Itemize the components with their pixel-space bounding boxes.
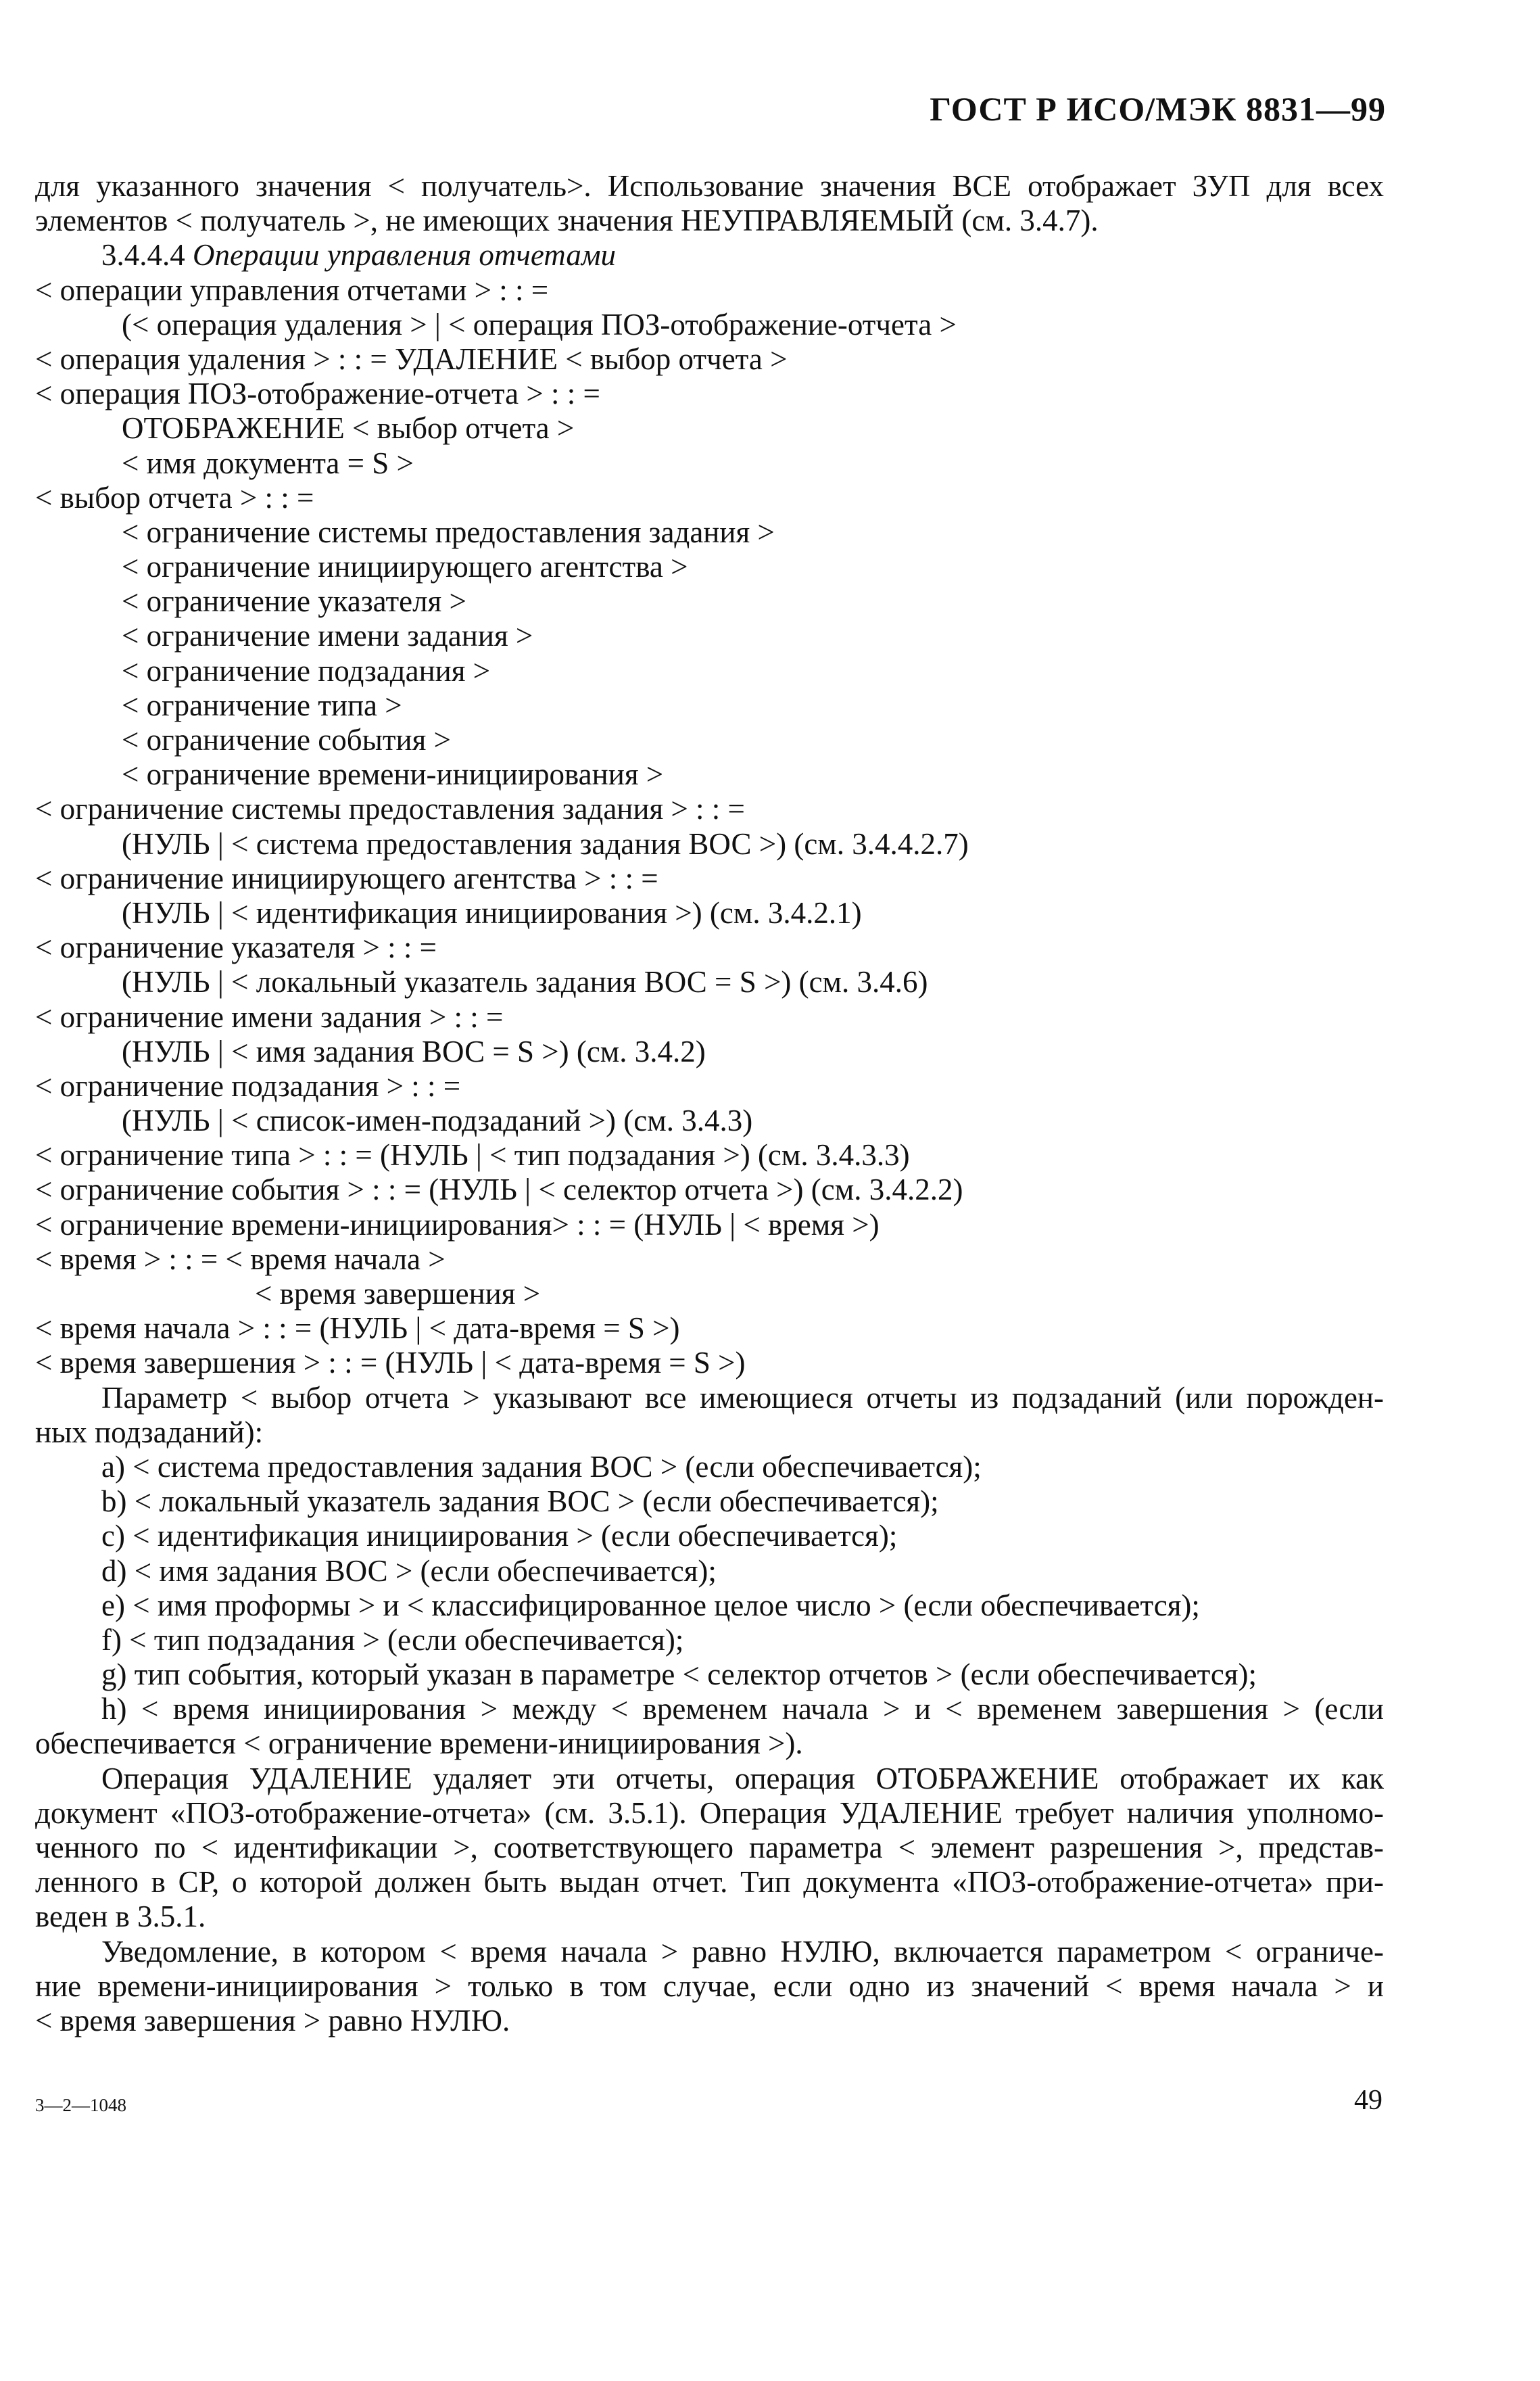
footer-code: 3—2—1048 xyxy=(35,2095,126,2115)
line-text: a) < система предоставления задания ВОС > (если обеспечивается); xyxy=(101,1449,982,1484)
line-text: < ограничение времени-инициирования> : : = (НУЛЬ | < время >) xyxy=(35,1207,880,1242)
text-line xyxy=(35,1935,1384,1969)
section-heading: Операции управления отчетами xyxy=(193,238,617,273)
line-text: < ограничение типа > xyxy=(122,688,402,722)
line-text: < имя документа = S > xyxy=(122,446,414,480)
text-line xyxy=(35,1831,1384,1865)
line-text: обеспечивается < ограничение времени-инициирования >). xyxy=(35,1726,803,1761)
line-text: < время начала > : : = (НУЛЬ | < дата-время = S >) xyxy=(35,1311,680,1346)
text-line xyxy=(35,1865,1384,1900)
line-text: < ограничение времени-инициирования > xyxy=(122,757,664,792)
line-text: (НУЛЬ | < список-имен-подзаданий >) (см. 3.4.3) xyxy=(122,1104,753,1138)
text-line xyxy=(35,1104,1384,1138)
text-line xyxy=(35,1173,1384,1207)
line-text: ОТОБРАЖЕНИЕ < выбор отчета > xyxy=(122,411,575,446)
text-line xyxy=(35,1588,1384,1623)
line-text: (НУЛЬ | < имя задания ВОС = S >) (см. 3.4.2) xyxy=(122,1034,706,1068)
text-line xyxy=(35,1726,1384,1761)
line-text: веден в 3.5.1. xyxy=(35,1900,206,1934)
line-text: f) < тип подзадания > (если обеспечивается); xyxy=(101,1622,684,1657)
line-text: < время завершения > xyxy=(255,1277,541,1311)
line-text: Параметр < выбор отчета > указывают все имеющиеся отчеты из подзаданий (или порожден- xyxy=(101,1380,1384,1415)
text-line xyxy=(35,1657,1384,1692)
line-text: (НУЛЬ | < система предоставления задания ВОС >) (см. 3.4.4.2.7) xyxy=(122,826,969,861)
line-text: < операция ПОЗ-отображение-отчета > : : = xyxy=(35,377,600,411)
text-line xyxy=(35,1484,1384,1519)
text-line xyxy=(35,862,1384,896)
line-text: документ «ПОЗ-отображение-отчета» (см. 3.5.1). Операция УДАЛЕНИЕ требует наличия уполномо- xyxy=(35,1795,1384,1830)
text-line xyxy=(35,792,1384,826)
line-text: < ограничение указателя > xyxy=(122,584,466,619)
text-line xyxy=(35,1035,1384,1069)
text-line xyxy=(35,1692,1384,1726)
text-line xyxy=(35,1969,1384,2004)
text-line xyxy=(35,1519,1384,1553)
text-line xyxy=(35,377,1384,411)
text-line xyxy=(35,654,1384,688)
text-line xyxy=(35,1450,1384,1484)
text-line xyxy=(35,827,1384,862)
text-line xyxy=(35,757,1384,792)
line-text: < ограничение инициирующего агентства > xyxy=(122,550,688,584)
text-line xyxy=(35,1415,1384,1450)
text-line xyxy=(35,308,1384,342)
line-text: (< операция удаления > | < операция ПОЗ-отображение-отчета > xyxy=(122,307,957,341)
line-text: < ограничение указателя > : : = xyxy=(35,930,437,965)
line-text: < время завершения > равно НУЛЮ. xyxy=(35,2003,510,2037)
text-line xyxy=(35,1138,1384,1173)
text-line xyxy=(35,896,1384,930)
line-text: элементов < получатель >, не имеющих значения НЕУПРАВЛЯЕМЫЙ (см. 3.4.7). xyxy=(35,204,1099,238)
text-line xyxy=(35,515,1384,550)
line-text: < ограничение имени задания > : : = xyxy=(35,999,504,1034)
line-text: для указанного значения < получатель>. Использование значения ВСЕ отображает ЗУП для всех xyxy=(35,169,1384,203)
text-line xyxy=(35,1796,1384,1831)
text-line xyxy=(35,411,1384,446)
line-text: g) тип события, который указан в параметре < селектор отчетов > (если обеспечивается); xyxy=(101,1657,1257,1692)
line-text: e) < имя проформы > и < классифицированное целое число > (если обеспечивается); xyxy=(101,1588,1200,1622)
text-line xyxy=(35,930,1384,965)
line-text: < ограничение события > xyxy=(122,723,451,757)
line-text: (НУЛЬ | < идентификация инициирования >) (см. 3.4.2.1) xyxy=(122,895,862,930)
text-line xyxy=(35,965,1384,999)
text-line xyxy=(35,1311,1384,1346)
text-line xyxy=(35,1900,1384,1934)
text-line xyxy=(35,723,1384,757)
line-text: 3.4.4.4 xyxy=(101,238,193,273)
line-text: < ограничение системы предоставления задания > : : = xyxy=(35,792,745,826)
text-line xyxy=(35,688,1384,723)
line-text: < ограничение имени задания > xyxy=(122,619,533,653)
line-text: c) < идентификация инициирования > (если обеспечивается); xyxy=(101,1519,898,1553)
line-text: < ограничение подзадания > xyxy=(122,653,491,688)
page-number: 49 xyxy=(1354,2085,1382,2116)
document-body xyxy=(35,169,1384,2038)
text-line xyxy=(35,1277,1384,1311)
line-text: < ограничение события > : : = (НУЛЬ | < селектор отчета >) (см. 3.4.2.2) xyxy=(35,1173,963,1207)
text-line xyxy=(35,1208,1384,1242)
line-text: < выбор отчета > : : = xyxy=(35,480,314,515)
line-text: Операция УДАЛЕНИЕ удаляет эти отчеты, операция ОТОБРАЖЕНИЕ отображает их как xyxy=(101,1761,1384,1795)
text-line xyxy=(35,1381,1384,1415)
text-line xyxy=(35,2004,1384,2038)
text-line xyxy=(35,273,1384,308)
text-line xyxy=(35,1069,1384,1104)
line-text: ченного по < идентификации >, соответствующего параметра < элемент разрешения >, представ- xyxy=(35,1831,1384,1864)
line-text: < время > : : = < время начала > xyxy=(35,1242,446,1276)
text-line xyxy=(35,446,1384,481)
line-text: < ограничение подзадания > : : = xyxy=(35,1068,461,1103)
line-text: < время завершения > : : = (НУЛЬ | < дата-время = S >) xyxy=(35,1346,746,1380)
line-text: < ограничение системы предоставления задания > xyxy=(122,515,775,549)
text-line xyxy=(35,550,1384,584)
text-line xyxy=(35,1623,1384,1657)
text-line xyxy=(35,1000,1384,1035)
line-text: (НУЛЬ | < локальный указатель задания ВОС = S >) (см. 3.4.6) xyxy=(122,965,928,999)
text-line xyxy=(35,1346,1384,1380)
line-text: ленного в СР, о которой должен быть выдан отчет. Тип документа «ПОЗ-отображение-отчета» при- xyxy=(35,1865,1384,1900)
text-line xyxy=(35,481,1384,515)
text-line xyxy=(35,169,1384,204)
line-text: < ограничение инициирующего агентства > : : = xyxy=(35,861,658,895)
text-line xyxy=(35,1762,1384,1796)
standard-header: ГОСТ Р ИСО/МЭК 8831—99 xyxy=(930,90,1386,128)
line-text: b) < локальный указатель задания ВОС > (если обеспечивается); xyxy=(101,1484,939,1519)
text-line xyxy=(35,1554,1384,1588)
text-line xyxy=(35,1242,1384,1277)
text-line xyxy=(35,204,1384,238)
line-text: ных подзаданий): xyxy=(35,1415,264,1449)
text-line xyxy=(35,584,1384,619)
line-text: < операция удаления > : : = УДАЛЕНИЕ < выбор отчета > xyxy=(35,341,788,376)
text-line xyxy=(35,619,1384,653)
text-line xyxy=(35,342,1384,377)
line-text: d) < имя задания ВОС > (если обеспечивается); xyxy=(101,1553,717,1588)
line-text: < ограничение типа > : : = (НУЛЬ | < тип подзадания >) (см. 3.4.3.3) xyxy=(35,1138,910,1173)
line-text: ние времени-инициирования > только в том случае, если одно из значений < время начала > и xyxy=(35,1969,1384,2003)
line-text: h) < время инициирования > между < временем начала > и < временем завершения > (если xyxy=(101,1692,1384,1726)
line-text: Уведомление, в котором < время начала > равно НУЛЮ, включается параметром < ограниче- xyxy=(101,1934,1384,1969)
line-text: < операции управления отчетами > : : = xyxy=(35,273,549,307)
text-line xyxy=(35,238,1384,273)
